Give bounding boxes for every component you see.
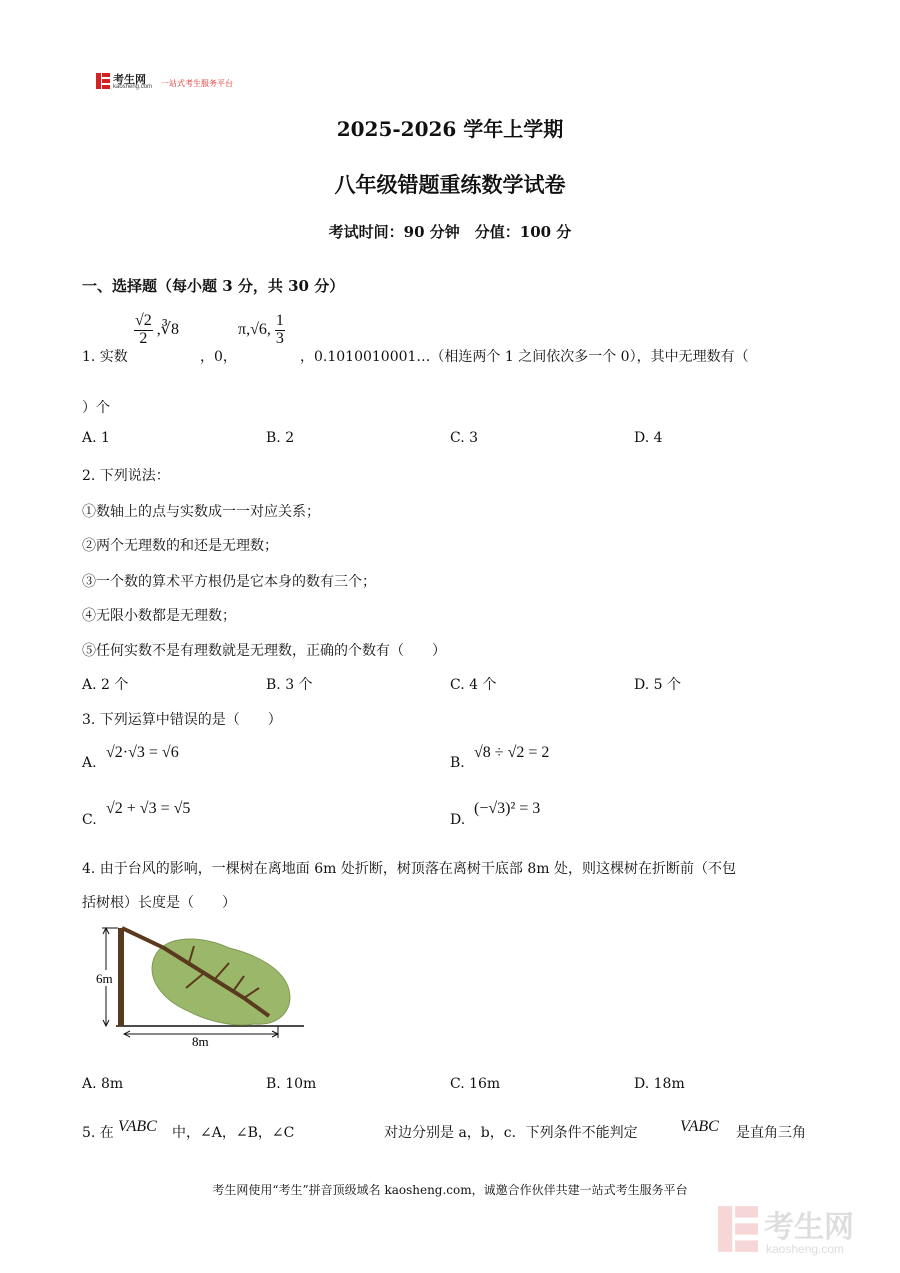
q2-item-2: ②两个无理数的和还是无理数； bbox=[82, 538, 278, 554]
q2-item-1: ①数轴上的点与实数成一一对应关系； bbox=[82, 504, 320, 520]
q3-stem: 3. 下列运算中错误的是（ ） bbox=[82, 712, 282, 728]
q4-option-b[interactable]: B. 10m bbox=[266, 1076, 317, 1092]
q3-option-a-label[interactable]: A. bbox=[82, 755, 97, 771]
q1-prefix: 1. 实数 bbox=[82, 349, 128, 365]
watermark bbox=[718, 1202, 876, 1260]
q1-option-a[interactable]: A. 1 bbox=[82, 430, 110, 446]
q5-triangle-2: VABC bbox=[680, 1118, 719, 1135]
q5-prefix: 5. 在 bbox=[82, 1125, 114, 1141]
q5-condition: 对边分别是 a，b，c．下列条件不能判定 bbox=[384, 1125, 638, 1141]
q1-line2: ）个 bbox=[82, 400, 110, 416]
watermark-cn: 考生网 bbox=[764, 1210, 854, 1245]
watermark-logo-icon bbox=[718, 1206, 758, 1252]
q4-option-d[interactable]: D. 18m bbox=[634, 1076, 685, 1092]
q4-option-c[interactable]: C. 16m bbox=[450, 1076, 501, 1092]
q1-rest: ，0.1010010001…（相连两个 1 之间依次多一个 0），其中无理数有（ bbox=[300, 349, 749, 365]
exam-title: 八年级错题重练数学试卷 bbox=[334, 172, 566, 197]
q3-option-b-math[interactable]: √8 ÷ √2 = 2 bbox=[474, 744, 550, 761]
q1-sep: ，0， bbox=[200, 349, 237, 365]
q1-option-c[interactable]: C. 3 bbox=[450, 430, 479, 446]
q1-cbrt: ,∛8 bbox=[156, 320, 179, 338]
q1-frac-a-num: √2 bbox=[135, 312, 152, 329]
q1-frac-b-num: 1 bbox=[275, 312, 284, 329]
q2-stem: 2. 下列说法： bbox=[82, 468, 170, 484]
q3-option-c-math[interactable]: √2 + √3 = √5 bbox=[106, 800, 191, 817]
q2-item-3: ③一个数的算术平方根仍是它本身的数有三个； bbox=[82, 574, 376, 590]
q5-tail: 是直角三角 bbox=[736, 1125, 806, 1141]
kaosheng-logo-icon bbox=[96, 73, 110, 89]
q3-option-b-label[interactable]: B. bbox=[450, 755, 465, 771]
page-footer: 考生网使用“考生”拼音顶级域名 kaosheng.com，诚邀合作伙伴共建一站式考生服务平台 bbox=[212, 1183, 688, 1197]
q1-pi: π,√6, bbox=[238, 320, 271, 338]
q2-option-d[interactable]: D. 5 个 bbox=[634, 677, 681, 693]
q1-frac-a-den: 2 bbox=[139, 329, 148, 347]
q3-option-a-math[interactable]: √2·√3 = √6 bbox=[106, 744, 179, 761]
logo-name: 考生网 bbox=[113, 73, 146, 86]
broken-tree-figure bbox=[94, 918, 308, 1048]
q4-line2: 括树根）长度是（ ） bbox=[82, 895, 236, 911]
q2-option-a[interactable]: A. 2 个 bbox=[82, 677, 129, 693]
q1-math-b bbox=[238, 313, 285, 348]
q4-line1: 4. 由于台风的影响，一棵树在离地面 6m 处折断，树顶落在离树干底部 8m 处，则这棵树在折断前（不包 bbox=[82, 861, 736, 877]
watermark-en: kaosheng.com bbox=[766, 1242, 845, 1256]
q2-option-c[interactable]: C. 4 个 bbox=[450, 677, 497, 693]
q5-angles: 中，∠A，∠B，∠C bbox=[172, 1125, 295, 1141]
q3-option-c-label[interactable]: C. bbox=[82, 812, 97, 828]
q5-triangle-1: VABC bbox=[118, 1118, 157, 1135]
fig-label-6m: 6m bbox=[96, 971, 113, 986]
q3-option-d-math[interactable]: (−√3)² = 3 bbox=[474, 800, 541, 817]
q4-option-a[interactable]: A. 8m bbox=[82, 1076, 124, 1092]
q1-option-d[interactable]: D. 4 bbox=[634, 430, 663, 446]
q2-option-b[interactable]: B. 3 个 bbox=[266, 677, 313, 693]
logo-domain: kaosheng.com bbox=[113, 84, 153, 90]
q1-frac-b-den: 3 bbox=[275, 329, 284, 347]
tree-trunk bbox=[118, 928, 124, 1026]
fig-label-8m: 8m bbox=[192, 1034, 209, 1048]
logo-slogan: 一站式考生服务平台 bbox=[161, 79, 233, 88]
q3-option-d-label[interactable]: D. bbox=[450, 812, 466, 828]
q2-item-5: ⑤任何实数不是有理数就是无理数，正确的个数有（ ） bbox=[82, 643, 446, 659]
exam-meta: 考试时间：90 分钟 分值：100 分 bbox=[328, 223, 572, 241]
section-heading: 一、选择题（每小题 3 分，共 30 分） bbox=[82, 277, 345, 295]
q2-item-4: ④无限小数都是无理数； bbox=[82, 608, 236, 624]
q1-option-b[interactable]: B. 2 bbox=[266, 430, 295, 446]
q1-math-frac-a bbox=[134, 313, 179, 348]
exam-year-title: 2025-2026 学年上学期 bbox=[336, 117, 564, 141]
